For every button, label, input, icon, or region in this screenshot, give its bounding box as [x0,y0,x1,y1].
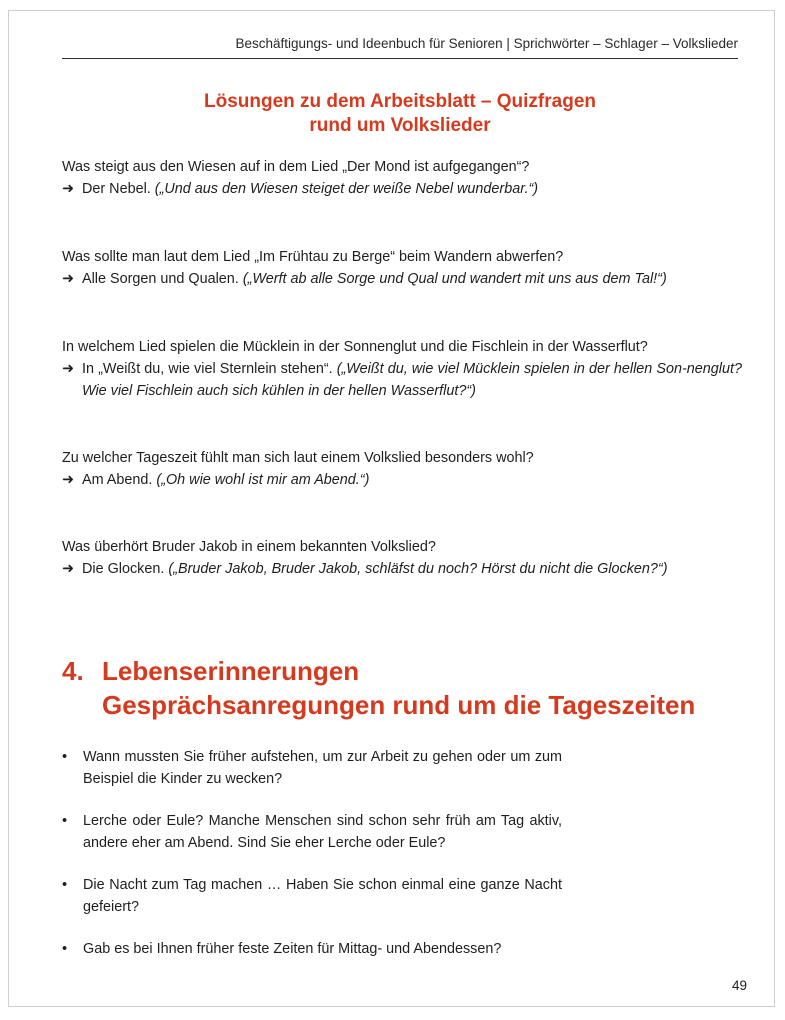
quiz-answer [62,469,742,491]
quiz-item [62,447,742,491]
quiz-answer [62,178,742,200]
solutions-title-line-1: Lösungen zu dem Arbeitsblatt – Quizfragen [204,91,596,112]
section-title-line-2: Gesprächsanregungen rund um die Tageszeiten [102,690,696,720]
list-item-text: Gab es bei Ihnen früher feste Zeiten für Mittag- und Abendessen? [83,941,502,957]
answer-quote: („Bruder Jakob, Bruder Jakob, schläfst du noch? Hörst du nicht die Glocken?“) [168,561,668,577]
bullet-icon: • [62,749,68,765]
quiz-answer [62,358,742,402]
section-title-line-1: Lebenserinnerungen [102,656,360,686]
answer-quote: („Oh wie wohl ist mir am Abend.“) [156,472,370,488]
section-heading [62,654,752,722]
answer-text: In „Weißt du, wie viel Sternlein stehen“. [82,361,333,377]
answer-quote: („Werft ab alle Sorge und Qual und wandert mit uns aus dem Tal!“) [242,271,667,287]
list-item [62,746,562,790]
arrow-right-icon: ➜ [62,561,75,577]
bullet-list [62,746,562,980]
bullet-icon: • [62,813,68,829]
arrow-right-icon: ➜ [62,472,75,488]
solutions-title-line-2: rund um Volkslieder [309,115,491,136]
header-rule [62,58,738,59]
quiz-item [62,246,742,290]
quiz-question: Was steigt aus den Wiesen auf in dem Lied „Der Mond ist aufgegangen“? [62,159,530,175]
list-item-text: Wann mussten Sie früher aufstehen, um zur Arbeit zu gehen oder um zum Beispiel die Kinder zu wecken? [83,749,562,787]
solutions-title [62,90,738,138]
quiz-answer [62,268,742,290]
quiz-question: Was überhört Bruder Jakob in einem bekannten Volkslied? [62,539,436,555]
list-item [62,810,562,854]
answer-text: Alle Sorgen und Qualen. [82,271,239,287]
answer-text: Der Nebel. [82,181,151,197]
arrow-right-icon: ➜ [62,181,75,197]
list-item [62,938,562,960]
section-number: 4. [62,656,84,686]
quiz-question: In welchem Lied spielen die Mücklein in der Sonnenglut und die Fischlein in der Wasserflut? [62,339,648,355]
quiz-question: Was sollte man laut dem Lied „Im Frühtau zu Berge“ beim Wandern abwerfen? [62,249,564,265]
quiz-item [62,536,742,580]
quiz-item [62,336,742,402]
list-item-text: Die Nacht zum Tag machen … Haben Sie schon einmal eine ganze Nacht gefeiert? [83,877,562,915]
bullet-icon: • [62,941,68,957]
running-header: Beschäftigungs- und Ideenbuch für Senioren | Sprichwörter – Schlager – Volkslieder [235,36,738,51]
arrow-right-icon: ➜ [62,361,75,377]
list-item-text: Lerche oder Eule? Manche Menschen sind schon sehr früh am Tag aktiv, andere eher am Abend. Sind Sie eher Lerche oder Eule? [83,813,562,851]
quiz-item [62,156,742,200]
answer-text: Die Glocken. [82,561,165,577]
arrow-right-icon: ➜ [62,271,75,287]
quiz-answer [62,558,742,580]
bullet-icon: • [62,877,68,893]
answer-text: Am Abend. [82,472,153,488]
answer-quote: („Weißt du, wie viel Mücklein spielen in der hellen Son-nenglut? Wie viel Fischlein auch sich kühlen in der hellen Wasserflut?“) [82,361,742,399]
page-number: 49 [731,978,747,993]
list-item [62,874,562,918]
answer-quote: („Und aus den Wiesen steiget der weiße Nebel wunderbar.“) [154,181,539,197]
quiz-question: Zu welcher Tageszeit fühlt man sich laut einem Volkslied besonders wohl? [62,450,534,466]
